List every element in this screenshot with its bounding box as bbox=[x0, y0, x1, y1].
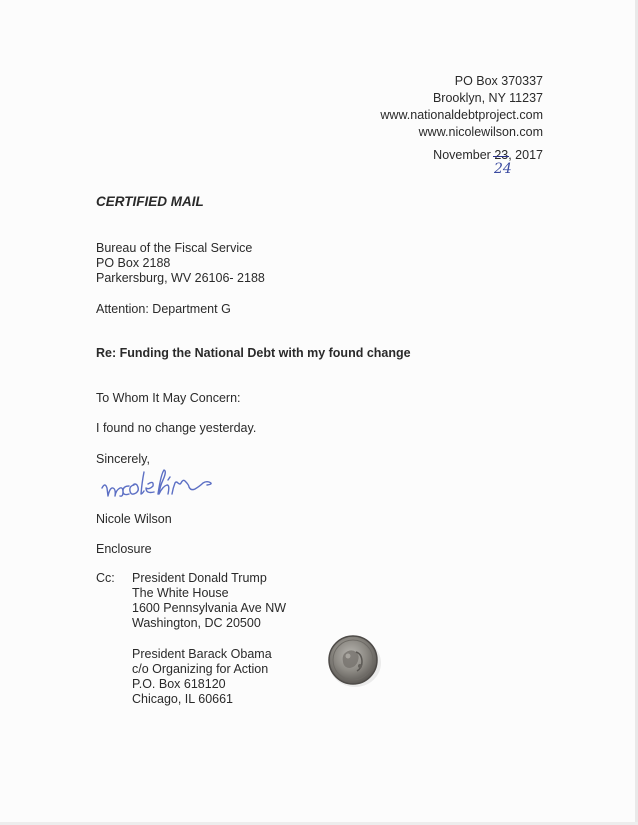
closing: Sincerely, bbox=[96, 452, 150, 466]
return-address-line1: PO Box 370337 bbox=[454, 74, 543, 88]
website-link-2[interactable]: www.nicolewilson.com bbox=[418, 125, 543, 139]
cc-recipient-line2: The White House bbox=[132, 586, 229, 600]
cc-recipient-line1: President Barack Obama bbox=[132, 647, 272, 661]
cc-label: Cc: bbox=[96, 571, 115, 585]
enclosure-label: Enclosure bbox=[96, 542, 152, 556]
date-struck-day: 23 bbox=[494, 148, 509, 162]
letter-date bbox=[433, 148, 543, 162]
recipient-line3: Parkersburg, WV 26106- 2188 bbox=[96, 271, 265, 285]
cc-recipient-line3: P.O. Box 618120 bbox=[132, 677, 226, 691]
recipient-address bbox=[96, 241, 265, 286]
salutation: To Whom It May Concern: bbox=[96, 391, 241, 405]
recipient-line2: PO Box 2188 bbox=[96, 256, 171, 270]
cc-recipient-line2: c/o Organizing for Action bbox=[132, 662, 269, 676]
cc-recipient-line3: 1600 Pennsylvania Ave NW bbox=[132, 601, 287, 615]
recipient-line1: Bureau of the Fiscal Service bbox=[96, 241, 253, 255]
handwritten-date-correction: 24 bbox=[494, 161, 512, 177]
website-link-1[interactable]: www.nationaldebtproject.com bbox=[380, 108, 543, 122]
date-year: , 2017 bbox=[508, 148, 543, 162]
subject-line: Re: Funding the National Debt with my found change bbox=[96, 346, 411, 360]
cc-recipient-line4: Chicago, IL 60661 bbox=[132, 692, 234, 706]
cc-recipient bbox=[132, 647, 272, 707]
cc-recipient bbox=[132, 571, 286, 631]
attention-line: Attention: Department G bbox=[96, 302, 231, 316]
handwritten-signature bbox=[98, 466, 238, 506]
date-month: November bbox=[433, 148, 491, 162]
letter-body: I found no change yesterday. bbox=[96, 421, 257, 435]
coin-image bbox=[326, 632, 382, 688]
cc-recipient-line4: Washington, DC 20500 bbox=[132, 616, 261, 630]
signer-name: Nicole Wilson bbox=[96, 512, 172, 526]
certified-mail-heading: CERTIFIED MAIL bbox=[96, 194, 204, 209]
return-address-line2: Brooklyn, NY 11237 bbox=[432, 91, 543, 105]
return-address bbox=[380, 73, 543, 141]
cc-recipient-line1: President Donald Trump bbox=[132, 571, 267, 585]
